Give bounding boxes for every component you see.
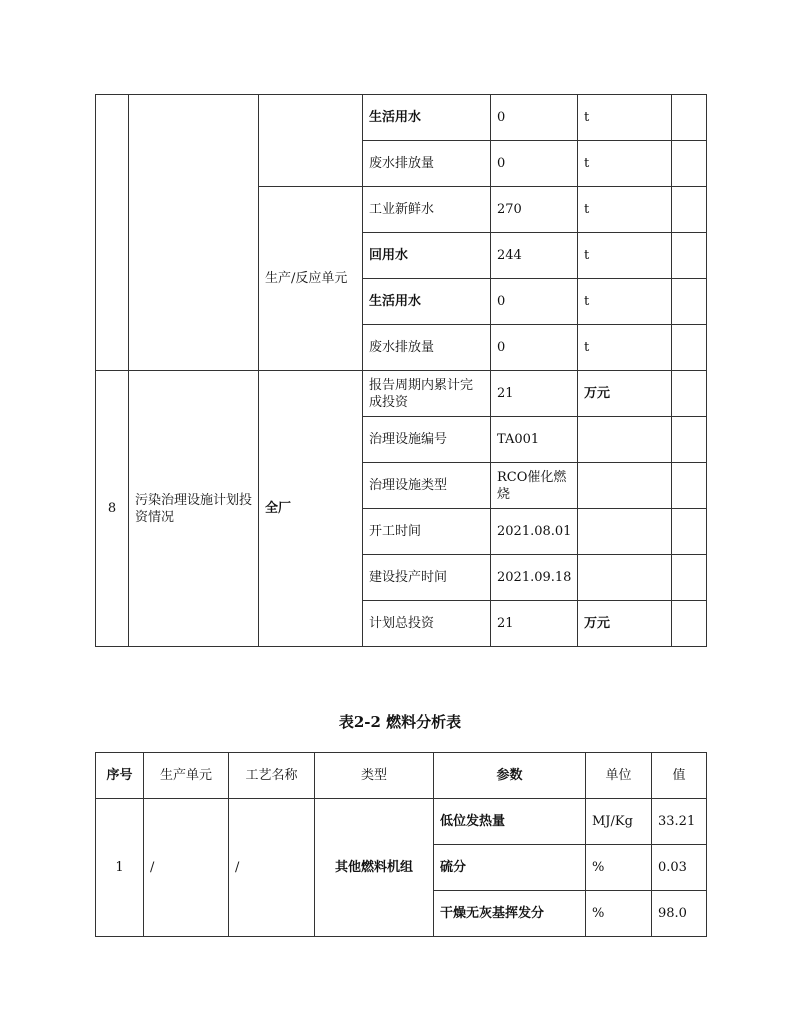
seq-cell: 8 (96, 371, 129, 647)
unit-measure-cell (578, 555, 672, 601)
fuel-analysis-table (95, 752, 707, 937)
unit-measure-cell: t (578, 95, 672, 141)
blank-cell (672, 233, 707, 279)
type-cell: 其他燃料机组 (315, 799, 434, 937)
param-cell: 报告周期内累计完成投资 (363, 371, 491, 417)
unit-measure-cell: t (578, 141, 672, 187)
param-cell: 硫分 (434, 845, 586, 891)
value-cell: 244 (491, 233, 578, 279)
value-cell: 270 (491, 187, 578, 233)
production-unit-cell: / (144, 799, 229, 937)
unit-measure-cell: t (578, 187, 672, 233)
value-cell: TA001 (491, 417, 578, 463)
param-cell: 回用水 (363, 233, 491, 279)
value-cell: 0 (491, 325, 578, 371)
unit-cell-empty (259, 95, 363, 187)
value-cell: 0 (491, 279, 578, 325)
unit-measure-cell: t (578, 279, 672, 325)
blank-cell (672, 95, 707, 141)
blank-cell (672, 463, 707, 509)
header-seq: 序号 (96, 753, 144, 799)
header-value: 值 (652, 753, 707, 799)
unit-measure-cell (578, 509, 672, 555)
param-cell: 建设投产时间 (363, 555, 491, 601)
param-cell: 废水排放量 (363, 141, 491, 187)
unit-measure-cell (578, 463, 672, 509)
param-cell: 废水排放量 (363, 325, 491, 371)
table-header-row (96, 753, 707, 799)
unit-measure-cell: 万元 (578, 601, 672, 647)
blank-cell (672, 187, 707, 233)
param-cell: 干燥无灰基挥发分 (434, 891, 586, 937)
production-unit-cell: 生产/反应单元 (259, 187, 363, 371)
header-type: 类型 (315, 753, 434, 799)
param-cell: 治理设施编号 (363, 417, 491, 463)
header-process-name: 工艺名称 (229, 753, 315, 799)
table-caption: 表2-2 燃料分析表 (338, 713, 462, 731)
measure-cell: % (586, 891, 652, 937)
value-cell: 0 (491, 141, 578, 187)
value-cell: 98.0 (652, 891, 707, 937)
value-cell: 21 (491, 601, 578, 647)
value-cell: 0.03 (652, 845, 707, 891)
process-name-cell: / (229, 799, 315, 937)
measure-cell: % (586, 845, 652, 891)
param-cell: 生活用水 (363, 95, 491, 141)
header-measure: 单位 (586, 753, 652, 799)
param-cell: 工业新鲜水 (363, 187, 491, 233)
header-production-unit: 生产单元 (144, 753, 229, 799)
table-row (96, 799, 707, 845)
value-cell: 2021.09.18 (491, 555, 578, 601)
param-cell: 低位发热量 (434, 799, 586, 845)
table-row (96, 95, 707, 141)
blank-cell (672, 371, 707, 417)
value-cell: 33.21 (652, 799, 707, 845)
blank-cell (672, 417, 707, 463)
unit-measure-cell (578, 417, 672, 463)
measure-cell: MJ/Kg (586, 799, 652, 845)
unit-measure-cell: t (578, 233, 672, 279)
blank-cell (672, 325, 707, 371)
value-cell: 2021.08.01 (491, 509, 578, 555)
param-cell: 计划总投资 (363, 601, 491, 647)
seq-cell-empty (96, 95, 129, 371)
blank-cell (672, 279, 707, 325)
seq-cell: 1 (96, 799, 144, 937)
value-cell: 21 (491, 371, 578, 417)
blank-cell (672, 555, 707, 601)
scope-cell: 全厂 (259, 371, 363, 647)
blank-cell (672, 509, 707, 555)
blank-cell (672, 601, 707, 647)
blank-cell (672, 141, 707, 187)
param-cell: 生活用水 (363, 279, 491, 325)
param-cell: 开工时间 (363, 509, 491, 555)
value-cell: 0 (491, 95, 578, 141)
value-cell: RCO催化燃烧 (491, 463, 578, 509)
table-row (96, 371, 707, 417)
unit-measure-cell: t (578, 325, 672, 371)
unit-measure-cell: 万元 (578, 371, 672, 417)
item-name-cell: 污染治理设施计划投资情况 (129, 371, 259, 647)
param-cell: 治理设施类型 (363, 463, 491, 509)
emissions-continuation-table (95, 94, 707, 647)
item-cell-empty (129, 95, 259, 371)
header-param: 参数 (434, 753, 586, 799)
